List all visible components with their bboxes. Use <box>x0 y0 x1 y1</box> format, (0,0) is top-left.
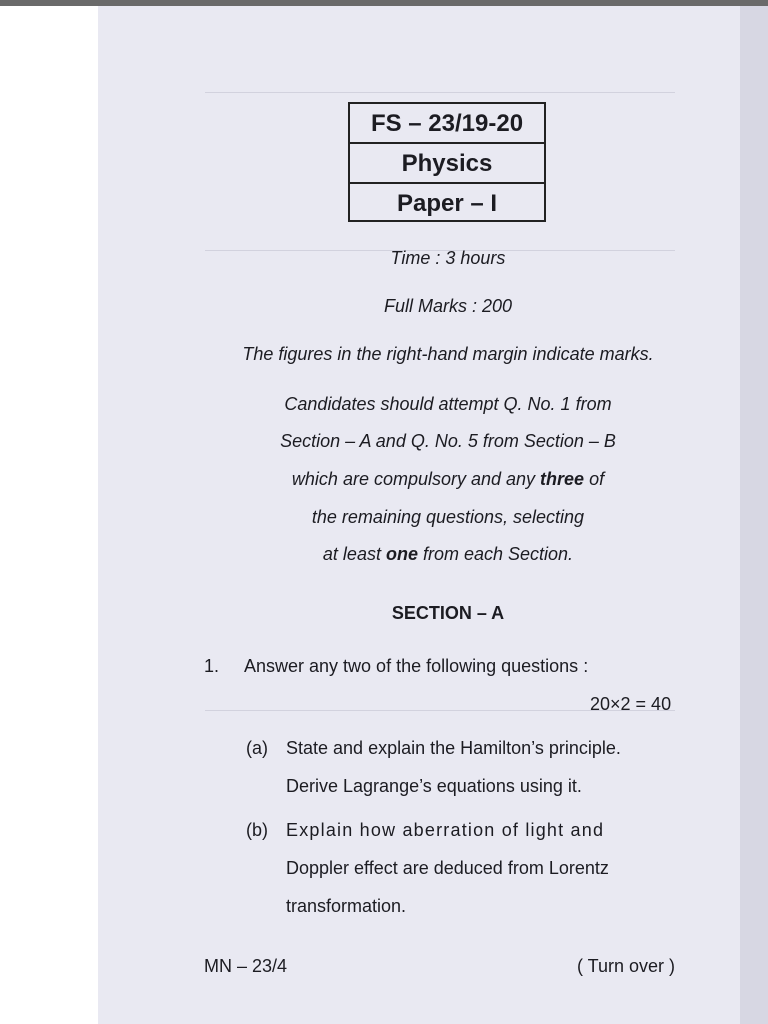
box-divider <box>350 142 544 144</box>
subquestion-b-line: Explain how aberration of light and <box>286 820 605 840</box>
instruction-line: Section – A and Q. No. 5 from Section – B <box>280 431 616 451</box>
footer-code: MN – 23/4 <box>204 956 288 976</box>
subquestion-b-line: transformation. <box>286 896 407 916</box>
full-marks: Full Marks : 200 <box>383 296 513 316</box>
subquestion-a-line: State and explain the Hamilton’s principle. <box>286 738 621 758</box>
question-number: 1. <box>204 656 220 676</box>
instruction-line: Candidates should attempt Q. No. 1 from <box>284 394 612 414</box>
paper-number: Paper – I <box>396 190 498 217</box>
paper-code: FS – 23/19-20 <box>370 110 524 137</box>
subquestion-a-line: Derive Lagrange’s equations using it. <box>286 776 582 796</box>
instruction-line: which are compulsory and any three of <box>291 469 605 489</box>
subquestion-b-line: Doppler effect are deduced from Lorentz <box>286 858 609 878</box>
turn-over: ( Turn over ) <box>577 956 676 976</box>
question-marks: 20×2 = 40 <box>590 694 672 714</box>
margin-note: The figures in the right-hand margin indicate marks. <box>242 344 654 364</box>
page-edge <box>740 0 768 1024</box>
instruction-line: the remaining questions, selecting <box>311 507 585 527</box>
subquestion-label: (b) <box>246 820 268 840</box>
top-border <box>0 0 768 6</box>
subquestion-label: (a) <box>246 738 268 758</box>
section-title: SECTION – A <box>391 603 505 623</box>
time-allowed: Time : 3 hours <box>390 248 506 268</box>
box-divider <box>350 182 544 184</box>
instruction-line: at least one from each Section. <box>322 544 574 564</box>
question-text: Answer any two of the following questions : <box>244 656 589 676</box>
paper-code-box <box>348 102 546 222</box>
subject-title: Physics <box>401 150 493 177</box>
